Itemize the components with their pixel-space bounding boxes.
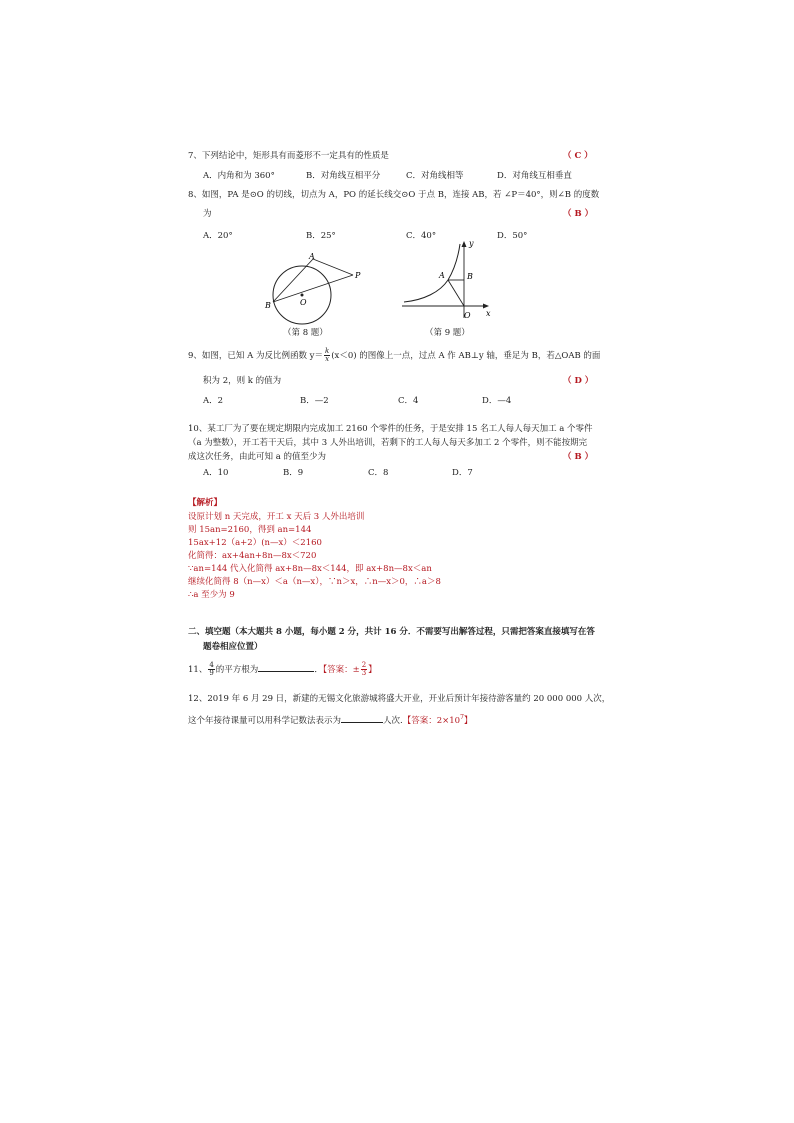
q11-text: 的平方根为 (215, 665, 259, 675)
tangent-pa (313, 259, 353, 275)
section-2-heading-line1: 二、填空题（本大题共 8 小题，每小题 2 分，共计 16 分．不需要写出解答过程，只需把答案直接填写在答 (188, 627, 595, 637)
q11-answer-suffix: 】 (368, 665, 377, 675)
q11-ans-num: 2 (361, 661, 367, 669)
q10-option-a: A．10 (203, 468, 229, 478)
label-a: A (309, 252, 315, 261)
q12-answer-exponent: 7 (460, 714, 464, 722)
q9-stem-prefix: 9、如图，已知 A 为反比例函数 y＝ (188, 351, 323, 361)
hyperbola-curve (404, 244, 460, 302)
q10-stem-line2: （a 为整数），开工若干天后，其中 3 人外出培训，若剩下的工人每人每天多加工 2 个零件，则不能按期完 (188, 438, 588, 448)
x-axis-arrow (483, 304, 489, 309)
q8-option-c: C．40° (406, 231, 437, 241)
q10-stem-line3: 成这次任务，由此可知 a 的值至少为 (188, 452, 326, 462)
figure-8-caption: （第 8 题） (283, 328, 328, 338)
solution-line: 设原计划 n 天完成，开工 x 天后 3 人外出培训 (188, 512, 365, 522)
q9-stem-line1 (188, 348, 600, 363)
label-b: B (467, 272, 473, 281)
q8-option-a: A．20° (203, 231, 233, 241)
label-y: y (469, 239, 474, 248)
label-b: B (265, 301, 271, 310)
q12-line2-suffix: 人次. (383, 716, 403, 726)
label-o: O (300, 298, 307, 307)
q11-ans-den: 3 (361, 669, 367, 677)
q9-stem-suffix: (x＜0) 的图像上一点，过点 A 作 AB⊥y 轴，垂足为 B，若△OAB 的面 (331, 351, 601, 361)
q10-stem-line1: 10、某工厂为了要在规定期限内完成加工 2160 个零件的任务，于是安排 15 名工人每人每天加工 a 个零件 (188, 424, 593, 434)
y-axis-arrow (462, 241, 467, 247)
q9-fraction (324, 348, 330, 363)
q12-line1: 12、2019 年 6 月 29 日，新建的无锡文化旅游城将盛大开业，开业后预计年接待游客量约 20 000 000 人次， (188, 694, 611, 704)
label-o: O (464, 311, 471, 320)
q12-line2 (188, 714, 472, 726)
q8-answer: （ B ） (563, 209, 594, 219)
segment-ao (448, 280, 464, 306)
solution-line: 则 15an=2160，得到 an=144 (188, 525, 312, 535)
solution-title: 【解析】 (188, 498, 223, 508)
q7-option-a: A．内角和为 360° (203, 171, 275, 181)
q11-frac-den: 9 (209, 669, 214, 677)
q11 (188, 662, 377, 677)
q12-blank (341, 714, 383, 723)
q8-option-d: D．50° (497, 231, 528, 241)
q7-option-d: D．对角线互相垂直 (497, 171, 572, 181)
q10-option-b: B．9 (283, 468, 304, 478)
q8-stem-line1: 8、如图，PA 是⊙O 的切线，切点为 A，PO 的延长线交⊙O 于点 B，连接 AB，若 ∠P＝40°，则∠B 的度数 (188, 190, 600, 200)
q11-end: ． (314, 665, 323, 675)
q8-stem-line2: 为 (203, 209, 212, 219)
solution-line: 继续化简得 8（n—x）＜a（n—x），∵n＞x，∴n—x＞0，∴a＞8 (188, 577, 441, 587)
q7-stem: 7、下列结论中，矩形具有而菱形不一定具有的性质是 (188, 151, 389, 161)
solution-line: ∴a 至少为 9 (188, 590, 235, 600)
q10-answer: （ B ） (563, 452, 594, 462)
q11-answer-prefix: 【答案：± (322, 665, 360, 675)
q9-option-b: B．—2 (300, 396, 329, 406)
q11-prefix: 11、 (188, 665, 208, 675)
q12-answer-end: 】 (463, 716, 473, 726)
q9-answer: （ D ） (563, 376, 594, 386)
figure-8-circle-tangent (260, 244, 370, 326)
solution-line: 化简得：ax+4an+8n—8x＜720 (188, 551, 317, 561)
q11-fraction (208, 662, 214, 677)
q12-line2-prefix: 这个年接待课量可以用科学记数法表示为 (188, 716, 342, 726)
center-point-o (301, 294, 304, 297)
figure-9-inverse-function (398, 238, 498, 324)
q7-answer: （ C ） (563, 151, 593, 161)
q9-stem-line2: 积为 2，则 k 的值为 (203, 376, 282, 386)
solution-line: 15ax+12（a+2）(n—x）＜2160 (188, 538, 322, 548)
q8-option-b: B．25° (306, 231, 336, 241)
q7-option-c: C．对角线相等 (406, 171, 464, 181)
q11-blank (258, 663, 314, 672)
q9-option-c: C．4 (398, 396, 419, 406)
q11-answer-fraction (361, 662, 367, 677)
solution-line: ∵an=144 代入化简得 ax+8n—8x＜144，即 ax+8n—8x＜an (188, 564, 432, 574)
label-a: A (439, 271, 445, 280)
q9-frac-num: k (324, 347, 330, 355)
q10-option-c: C．8 (368, 468, 389, 478)
label-x: x (486, 309, 491, 318)
q9-frac-den: x (325, 355, 330, 363)
q12-answer-base: 【答案：2×10 (402, 716, 461, 726)
q9-option-a: A．2 (203, 396, 224, 406)
q7-option-b: B．对角线互相平分 (306, 171, 381, 181)
q9-option-d: D．—4 (482, 396, 512, 406)
label-p: P (355, 271, 361, 280)
q10-option-d: D．7 (452, 468, 473, 478)
figure-9-caption: （第 9 题） (425, 328, 470, 338)
q11-frac-num: 4 (209, 661, 214, 669)
section-2-heading-line2: 题卷相应位置） (203, 642, 263, 652)
